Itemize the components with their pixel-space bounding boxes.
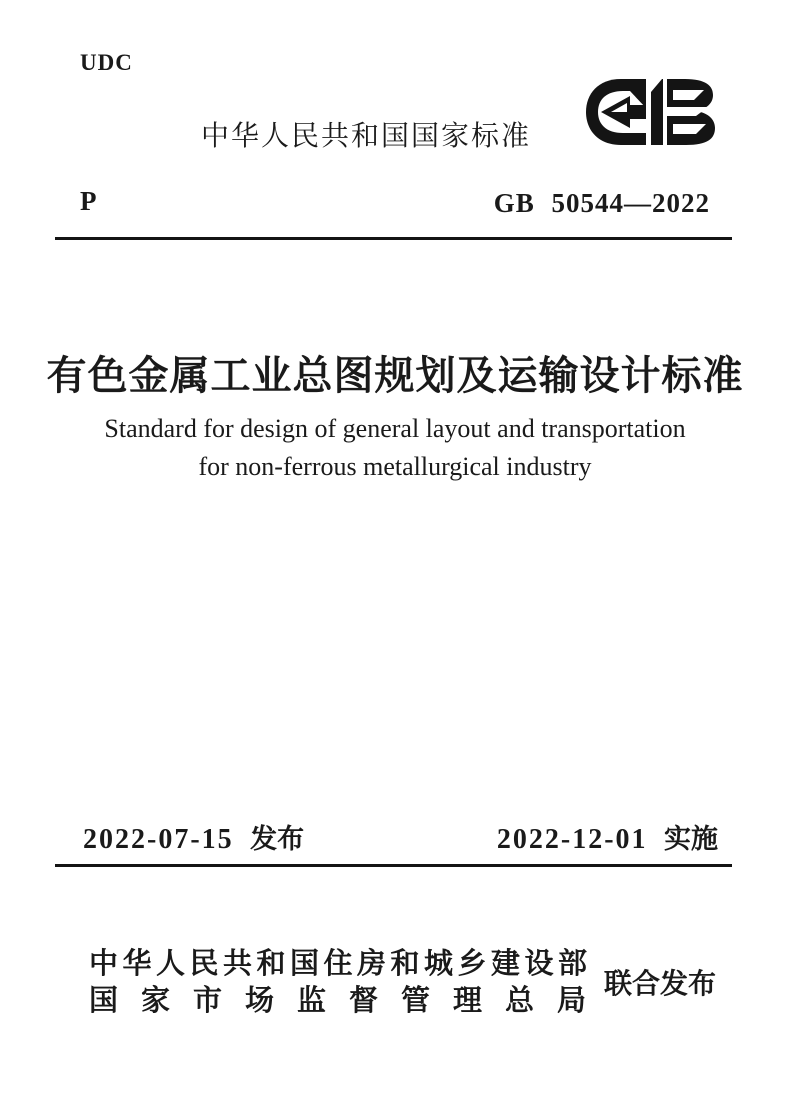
top-divider-rule: [55, 237, 732, 240]
standard-number: GB 50544—2022: [493, 188, 710, 218]
doc-type-code: P: [80, 186, 97, 216]
issue-label: 发布: [250, 824, 305, 854]
bottom-divider-rule: [55, 864, 732, 867]
gb-standard-logo-icon: [585, 78, 715, 146]
issue-date-row: [83, 817, 304, 856]
implement-label: 实施: [664, 824, 718, 854]
udc-label: UDC: [80, 50, 133, 75]
joint-publish-label: 联合发布: [604, 968, 717, 999]
publisher-line-1: 中华人民共和国住房和城乡建设部: [89, 948, 592, 980]
standard-title-zh: 有色金属工业总图规划及运输设计标准: [46, 354, 744, 398]
implement-date: 2022-12-01: [496, 824, 648, 855]
issue-date: 2022-07-15: [83, 824, 234, 855]
standard-title-en-line2: for non-ferrous metallurgical industry: [198, 452, 592, 481]
standard-title-en-line1: Standard for design of general layout and transportation: [104, 414, 686, 443]
national-standard-header: 中华人民共和国国家标准: [201, 120, 532, 151]
standard-title-en: [0, 410, 790, 486]
publisher-line-2: 国家市场监督管理总局: [89, 985, 610, 1017]
implement-date-row: [497, 817, 718, 856]
